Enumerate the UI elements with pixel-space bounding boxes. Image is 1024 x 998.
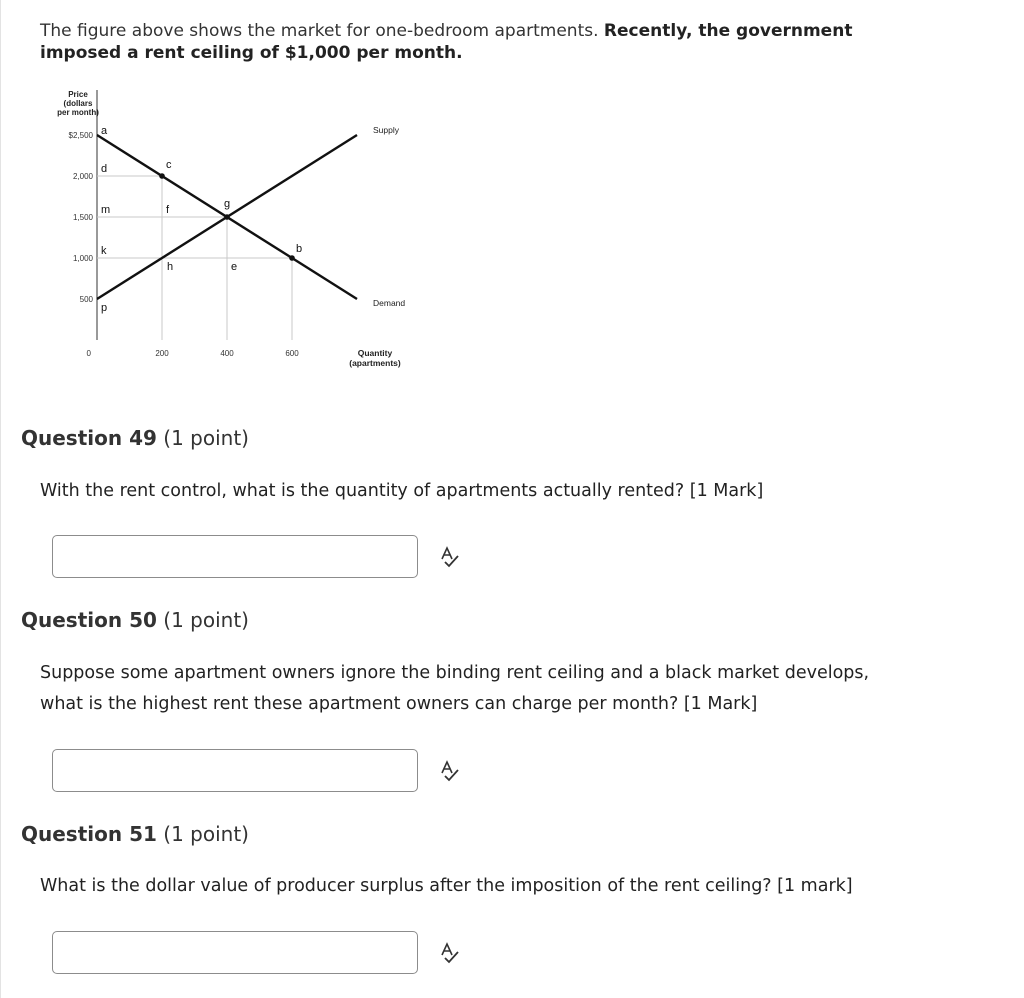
point-label-b: b	[296, 243, 303, 255]
y-axis-label: (dollars	[63, 99, 93, 108]
point-label-h: h	[167, 261, 174, 273]
y-axis-label: per month)	[57, 108, 99, 117]
demand-label: Demand	[373, 298, 406, 308]
page-left-border	[0, 0, 1, 998]
question-49-text: With the rent control, what is the quantity of apartments actually rented? [1 Mark]	[40, 481, 764, 501]
supply-demand-chart	[30, 82, 430, 382]
point-label-f: f	[166, 204, 170, 216]
question-50-title	[21, 608, 249, 632]
question-number: Question 51	[21, 822, 157, 846]
point-g	[224, 214, 230, 220]
market-figure	[30, 82, 430, 382]
supply-label: Supply	[373, 125, 399, 135]
question-51-text: What is the dollar value of producer surplus after the imposition of the rent ceiling? [1 mark]	[40, 876, 853, 896]
x-tick-label: 200	[155, 349, 169, 358]
question-49-title	[21, 426, 249, 450]
point-b	[289, 255, 295, 261]
question-50-answer-input[interactable]	[52, 749, 418, 792]
point-label-p: p	[101, 302, 108, 314]
spellcheck-icon[interactable]	[439, 942, 461, 964]
question-51-answer-input[interactable]	[52, 931, 418, 974]
spellcheck-icon[interactable]	[439, 546, 461, 568]
question-51-title	[21, 822, 249, 846]
point-label-k: k	[101, 245, 107, 257]
x-tick-label: 600	[285, 349, 299, 358]
question-number: Question 49	[21, 426, 157, 450]
question-number: Question 50	[21, 608, 157, 632]
x-tick-label: 400	[220, 349, 234, 358]
y-tick-label: $2,500	[68, 131, 93, 140]
question-points: (1 point)	[156, 426, 249, 450]
y-tick-label: 0	[86, 349, 91, 358]
point-label-g: g	[224, 198, 231, 210]
x-axis-label: Quantity	[357, 348, 393, 358]
question-49-answer-input[interactable]	[52, 535, 418, 578]
point-label-m: m	[101, 204, 111, 216]
y-tick-label: 2,000	[72, 172, 93, 181]
y-tick-label: 1,500	[72, 213, 93, 222]
question-50-text: Suppose some apartment owners ignore the binding rent ceiling and a black market develops, what is the highest rent these apartment owners can charge per month? [1 Mark]	[40, 663, 870, 714]
intro-plain: The figure above shows the market for one-bedroom apartments.	[40, 21, 604, 41]
y-axis-label: Price	[68, 90, 88, 99]
y-tick-label: 500	[79, 295, 93, 304]
point-label-a: a	[101, 125, 108, 137]
question-points: (1 point)	[156, 822, 249, 846]
spellcheck-icon[interactable]	[439, 760, 461, 782]
point-label-e: e	[231, 261, 238, 273]
question-points: (1 point)	[156, 608, 249, 632]
intro-text	[40, 20, 880, 64]
point-label-d: d	[101, 163, 108, 175]
y-tick-label: 1,000	[72, 254, 93, 263]
intro-bold: Recently, the government imposed a rent ceiling of $1,000 per month.	[40, 21, 853, 63]
point-label-c: c	[166, 159, 172, 171]
x-axis-label: (apartments)	[349, 358, 401, 368]
point-c	[159, 173, 165, 179]
